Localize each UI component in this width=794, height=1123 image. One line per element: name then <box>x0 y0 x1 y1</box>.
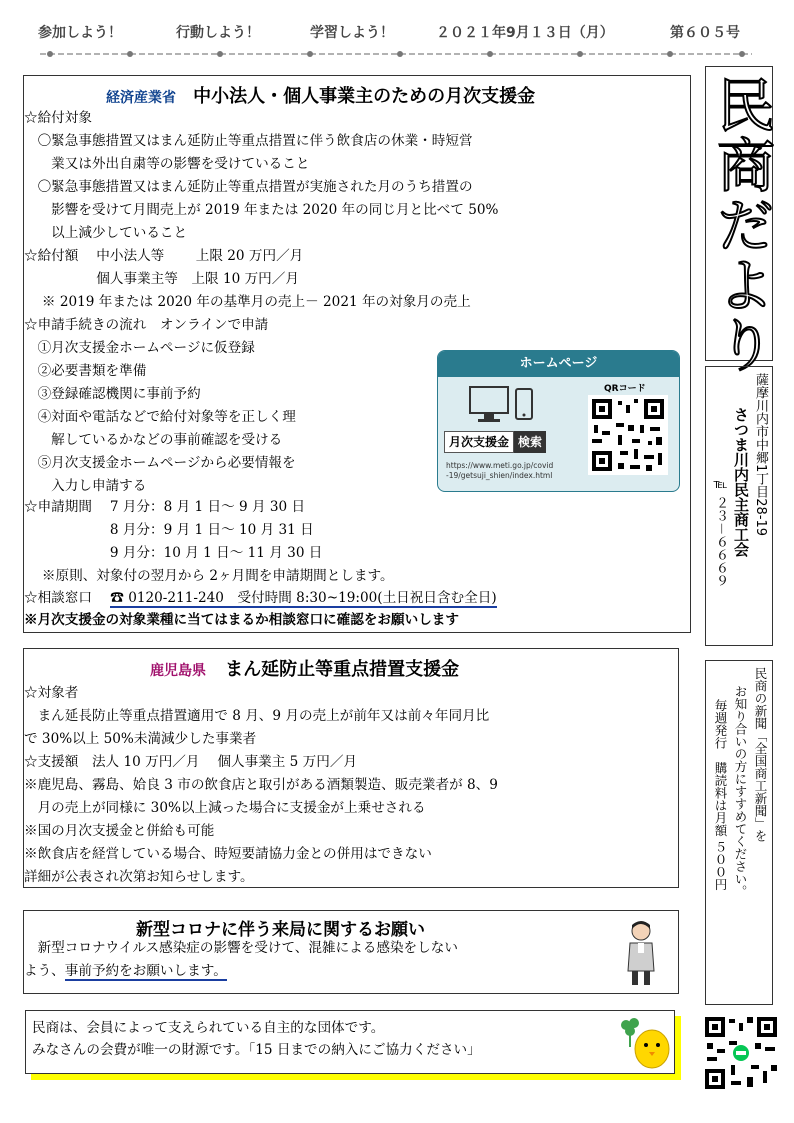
organization-info-box <box>705 366 773 646</box>
issue-date: ２０２１年9月１３日（月） <box>436 25 614 41</box>
text-line: 解しているかなどの事前確認を受ける <box>24 432 283 448</box>
consult-note: ※月次支援金の対象業種に当てはまるか相談窓口に確認をお願いします <box>24 612 459 628</box>
text-line: ①月次支援金ホームページに仮登録 <box>24 340 255 356</box>
text-line: 詳細が公表され次第お知らせします。 <box>24 869 254 885</box>
text-line: で 30%以上 50%未満減少した事業者 <box>24 731 257 747</box>
search-keyword: 月次支援金 <box>444 431 514 453</box>
text-line: ☆給付対象 <box>24 110 92 126</box>
text-line: ☆申請期間 7 月分：8 月 1 日～ 9 月 30 日 <box>24 499 306 515</box>
slogan-act: 行動しよう！ <box>176 25 260 41</box>
section-heading: 中小法人・個人事業主のための月次支援金 <box>193 86 536 107</box>
text-line: ②必要書類を準備 <box>24 363 147 379</box>
dues-line-1: 民商は、会員によって支えられている自主的な団体です。 <box>32 1020 385 1036</box>
organization-name: さつま川内民主商工会 <box>732 407 750 557</box>
homepage-card[interactable] <box>437 350 680 492</box>
prefecture-label: 鹿児島県 <box>150 663 206 679</box>
chick-mascot-icon <box>614 1015 672 1071</box>
floral-divider <box>40 47 752 61</box>
text-line: 〇緊急事態措置又はまん延防止等重点措置に伴う飲食店の休業・時短営 <box>24 133 473 149</box>
request-line-2 <box>24 960 227 982</box>
newsletter-title-box <box>705 66 775 375</box>
text-line: ※ 2019 年または 2020 年の基準月の売上－ 2021 年の対象月の売上 <box>24 294 471 310</box>
search-box[interactable] <box>444 431 546 453</box>
text-line: ※国の月次支援金と併給も可能 <box>24 823 215 839</box>
ministry-label: 経済産業省 <box>106 90 176 106</box>
consult-label: ☆相談窓口 <box>24 590 92 606</box>
visit-request-section <box>23 910 679 994</box>
slogan-join: 参加しよう！ <box>38 25 122 41</box>
text-line: ⑤月次支援金ホームページから必要情報を <box>24 455 296 471</box>
request-text: よう、 <box>24 963 65 979</box>
text-line: 入力し申請する <box>24 478 147 494</box>
promo-line-3: 毎週発行 購読料は月額 ５００円 <box>713 699 728 891</box>
url-line: https://www.meti.go.jp/covid <box>446 461 554 470</box>
text-line: ※原則、対象付の翌月から 2ヶ月間を申請期間とします。 <box>24 568 394 584</box>
text-line: ③登録確認機関に事前予約 <box>24 386 201 402</box>
reservation-request: 事前予約をお願いします。 <box>64 963 227 979</box>
text-line: ☆申請手続きの流れ オンラインで申請 <box>24 317 269 333</box>
text-line: 〇緊急事態措置又はまん延防止等重点措置が実施された月のうち措置の <box>24 179 473 195</box>
search-button[interactable]: 検索 <box>514 431 546 453</box>
promo-line-2: お知り合いの方にすすめてください。 <box>733 685 748 898</box>
slogan-learn: 学習しよう！ <box>310 25 394 41</box>
text-line: ④対面や電話などで給付対象等を正しく理 <box>24 409 296 425</box>
text-line: 個人事業主等 上限 10 万円／月 <box>24 271 299 287</box>
issue-number: 第６０５号 <box>670 25 740 41</box>
text-line: ☆給付額 中小法人等 上限 20 万円／月 <box>24 248 304 264</box>
consult-line <box>24 587 497 609</box>
request-heading: 新型コロナに伴う来局に関するお願い <box>136 920 425 940</box>
kagoshima-support-section <box>23 648 679 888</box>
section-heading: まん延防止等重点措置支援金 <box>225 659 460 680</box>
text-line: 8 月分：9 月 1 日～ 10 月 31 日 <box>24 522 314 538</box>
staff-illustration <box>624 919 658 987</box>
text-line: ※飲食店を経営している場合、時短要請協力金との併用はできない <box>24 846 432 862</box>
url-line: -19/getsuji_shien/index.html <box>446 471 553 480</box>
homepage-label: ホームページ <box>438 351 679 377</box>
newspaper-promo-box <box>705 660 773 1005</box>
homepage-qr-code[interactable] <box>588 395 668 475</box>
homepage-url[interactable] <box>446 461 553 481</box>
text-line: ※鹿児島、霧島、姶良 3 市の飲食店と取引がある酒類製造、販売業者が 8、9 <box>24 777 498 793</box>
text-line: 月の売上が同様に 30%以上減った場合に支援金が上乗せされる <box>24 800 426 816</box>
text-line: 業又は外出自粛等の影響を受けていること <box>24 156 310 172</box>
line-qr-code[interactable] <box>703 1015 779 1091</box>
consult-phone[interactable]: ☎ 0120-211-240 受付時間 8:30~19:00(土日祝日含む全日) <box>110 590 497 606</box>
section-title <box>106 82 772 108</box>
text-line: ☆支援額 法人 10 万円／月 個人事業主 5 万円／月 <box>24 754 358 770</box>
text-line: 以上減少していること <box>24 225 188 241</box>
promo-line-1: 民商の新聞「全国商工新聞」を <box>753 667 768 842</box>
dues-line-2: みなさんの会費が唯一の財源です。「15 日までの納入にご協力ください」 <box>32 1042 481 1058</box>
masthead-bar <box>38 22 758 44</box>
request-line-1: 新型コロナウイルス感染症の影響を受けて、混雑による感染をしない <box>24 940 458 956</box>
text-line: 9 月分：10 月 1 日～ 11 月 30 日 <box>24 545 323 561</box>
text-line: まん延長防止等重点措置適用で 8 月、9 月の売上が前年又は前々年同月比 <box>24 708 490 724</box>
text-line: ☆対象者 <box>24 685 79 701</box>
qr-label: QRコード <box>604 384 646 394</box>
section-title <box>150 655 794 681</box>
organization-address: 薩摩川内市中郷1丁目28-19 <box>753 373 768 537</box>
organization-phone[interactable]: ℡ ２３－６６６９ <box>713 477 728 588</box>
membership-dues-notice <box>25 1010 675 1074</box>
computer-icon <box>468 385 538 425</box>
text-line: 影響を受けて月間売上が 2019 年または 2020 年の同じ月と比べて 50% <box>24 202 499 218</box>
newsletter-title: 民商だより <box>707 75 775 375</box>
